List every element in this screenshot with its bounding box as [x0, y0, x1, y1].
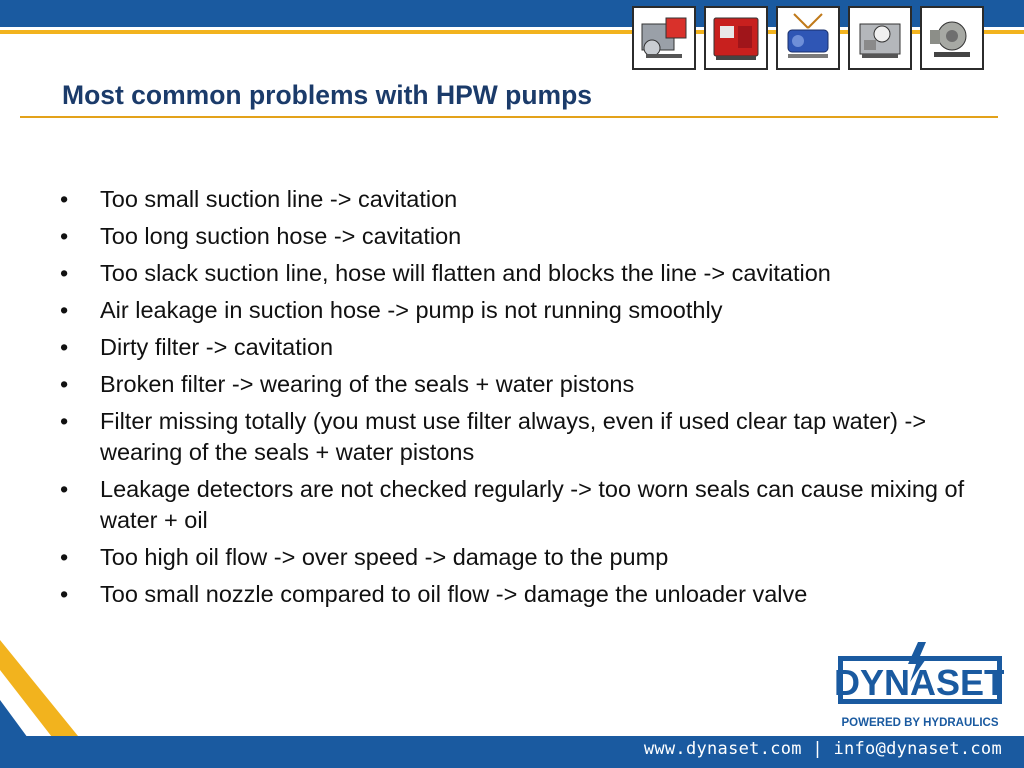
- pump-unit-icon: [852, 10, 908, 66]
- pump-unit-icon: [780, 10, 836, 66]
- problem-list: [60, 184, 980, 616]
- pump-unit-icon: [924, 10, 980, 66]
- list-item: • Too small nozzle compared to oil flow -> damage the unloader valve: [60, 579, 980, 610]
- pump-unit-icon: [708, 10, 764, 66]
- list-item: • Leakage detectors are not checked regularly -> too worn seals can cause mixing of water + oil: [60, 474, 980, 536]
- pump-thumbnail: [776, 6, 840, 70]
- product-thumbnails: [632, 6, 984, 70]
- list-item: • Too small suction line -> cavitation: [60, 184, 980, 215]
- list-item: • Too high oil flow -> over speed -> damage to the pump: [60, 542, 980, 573]
- list-item: • Broken filter -> wearing of the seals + water pistons: [60, 369, 980, 400]
- pump-thumbnail: [632, 6, 696, 70]
- pump-thumbnail: [848, 6, 912, 70]
- list-item: • Too slack suction line, hose will flatten and blocks the line -> cavitation: [60, 258, 980, 289]
- slide-title: Most common problems with HPW pumps: [62, 80, 593, 110]
- logo-wordmark: DYNASET: [836, 662, 1004, 703]
- list-item: • Too long suction hose -> cavitation: [60, 221, 980, 252]
- pump-thumbnail: [704, 6, 768, 70]
- pump-unit-icon: [636, 10, 692, 66]
- dynaset-logo: [836, 642, 1004, 732]
- list-item: • Filter missing totally (you must use filter always, even if used clear tap water) -> wearing of the seals + water pistons: [60, 406, 980, 468]
- list-item: • Air leakage in suction hose -> pump is not running smoothly: [60, 295, 980, 326]
- footer-contact: www.dynaset.com | info@dynaset.com: [643, 739, 1002, 759]
- pump-thumbnail: [920, 6, 984, 70]
- logo-tagline: POWERED BY HYDRAULICS: [841, 717, 999, 729]
- list-item: • Dirty filter -> cavitation: [60, 332, 980, 363]
- title-divider: [20, 116, 998, 118]
